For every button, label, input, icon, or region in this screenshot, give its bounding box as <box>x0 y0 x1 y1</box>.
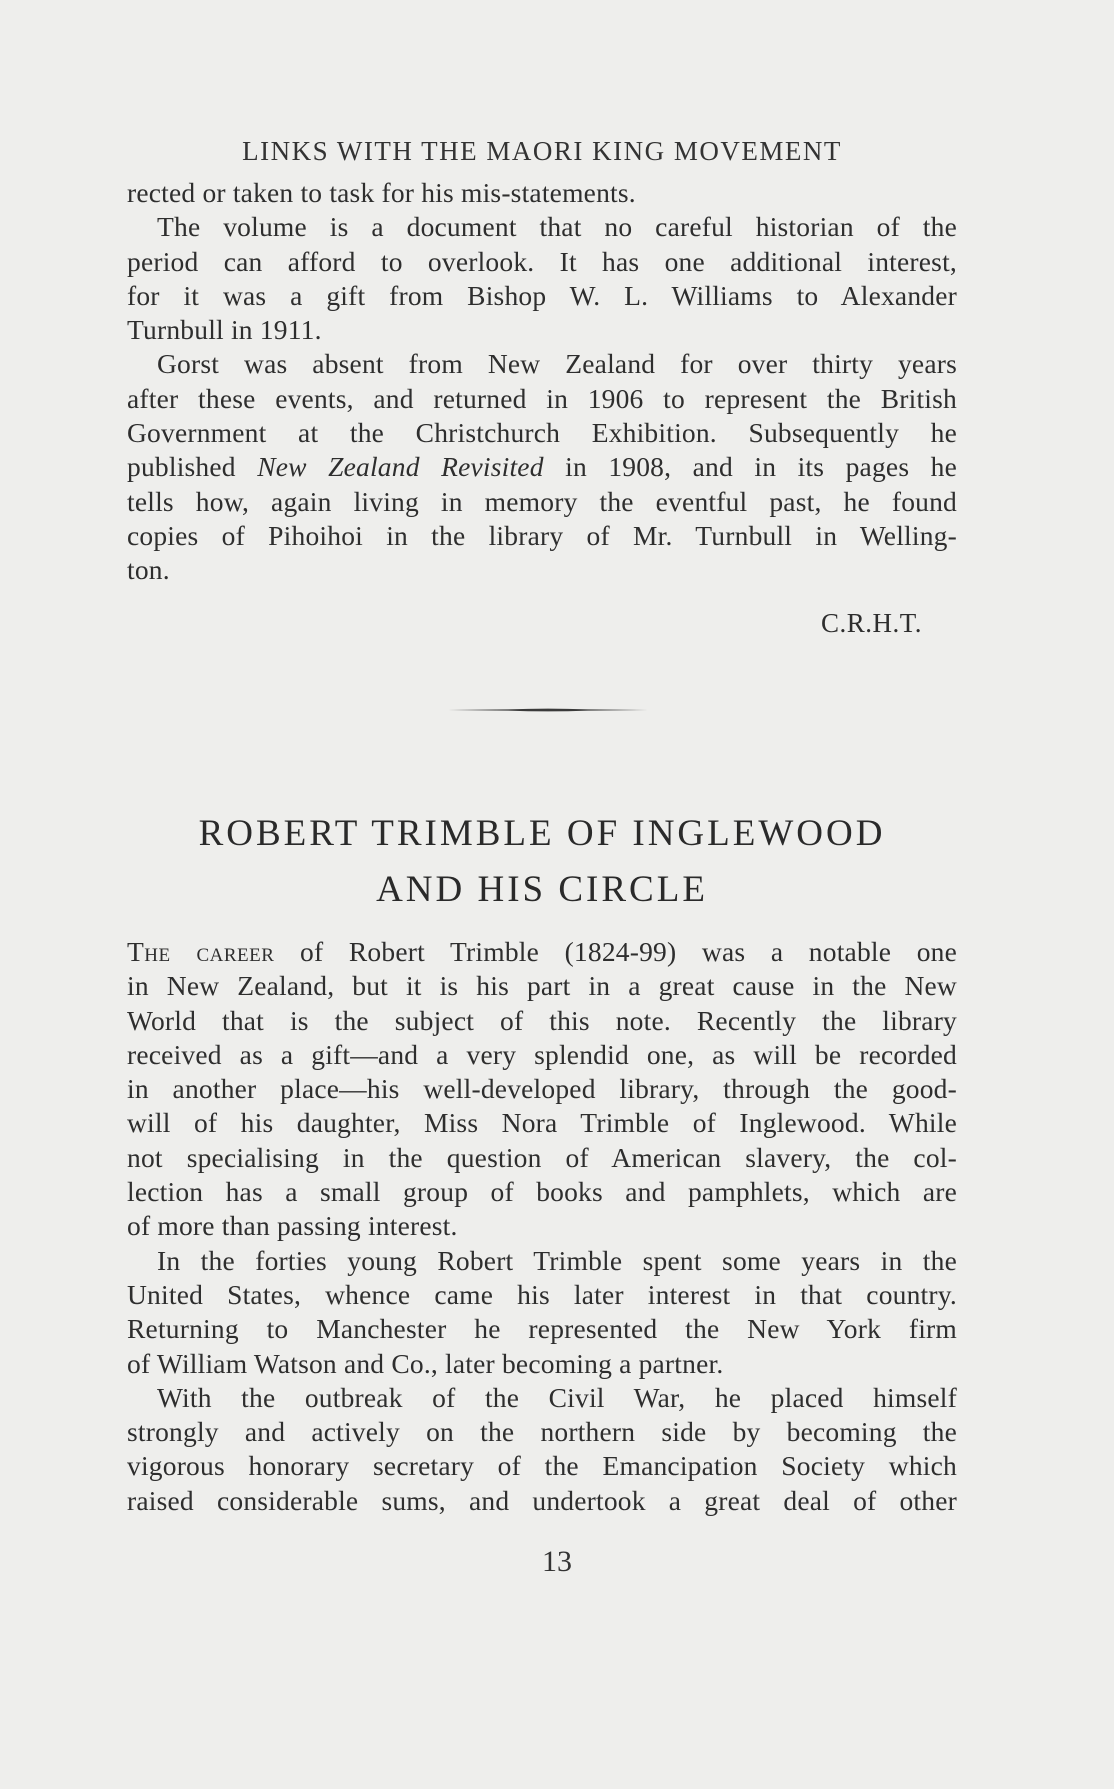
paragraph-gorst <box>127 347 957 587</box>
text-line: period can afford to overlook. It has one additional interest, <box>127 245 957 277</box>
paragraph-career <box>127 935 957 1244</box>
text-line: Turnbull in 1911. <box>127 314 322 346</box>
text-line-with-italic <box>127 450 957 484</box>
text-line: after these events, and returned in 1906 to represent the British <box>127 382 957 414</box>
article-title-line: ROBERT TRIMBLE OF INGLEWOOD <box>198 813 886 854</box>
text-line: lection has a small group of books and pamphlets, which are <box>127 1176 957 1208</box>
continued-article-text <box>127 176 957 588</box>
text-line: Returning to Manchester he represented the New York firm <box>127 1313 957 1345</box>
paragraph-civil-war <box>127 1381 957 1518</box>
article-title <box>127 806 957 918</box>
text-line: tells how, again living in memory the eventful past, he found <box>127 485 957 517</box>
text-line: received as a gift—and a very splendid one, as will be recorded <box>127 1038 957 1070</box>
text-line: not specialising in the question of American slavery, the col- <box>127 1141 957 1173</box>
text-line: strongly and actively on the northern side by becoming the <box>127 1416 957 1448</box>
text-line: for it was a gift from Bishop W. L. Williams to Alexander <box>127 279 957 311</box>
book-title-italic: New Zealand Revisited <box>257 451 544 483</box>
paragraph-volume <box>127 210 957 347</box>
article-title-line: AND HIS CIRCLE <box>376 869 708 910</box>
text-line: in New Zealand, but it is his part in a great cause in the New <box>127 970 957 1002</box>
text-fragment: published <box>127 451 236 483</box>
text-line: of more than passing interest. <box>127 1210 458 1242</box>
ornamental-divider <box>448 707 648 713</box>
text-fragment: in 1908, and in its pages he <box>565 451 958 483</box>
text-line: of William Watson and Co., later becoming a partner. <box>127 1347 724 1379</box>
text-line: raised considerable sums, and undertook a great deal of other <box>127 1484 957 1516</box>
text-line: In the forties young Robert Trimble spent some years in the <box>157 1244 957 1276</box>
text-line: World that is the subject of this note. Recently the library <box>127 1004 957 1036</box>
paragraph-forties <box>127 1244 957 1381</box>
text-line: The volume is a document that no careful historian of the <box>157 211 957 243</box>
text-line: United States, whence came his later interest in that country. <box>127 1278 957 1310</box>
paragraph-continuation <box>127 176 957 210</box>
text-line: ton. <box>127 554 170 586</box>
text-fragment: of Robert Trimble (1824-99) was a notable one <box>300 936 958 967</box>
running-head: LINKS WITH THE MAORI KING MOVEMENT <box>242 136 842 166</box>
text-line-opening <box>127 935 957 969</box>
page-number: 13 <box>542 1545 572 1578</box>
article-body <box>127 935 957 1518</box>
text-line: vigorous honorary secretary of the Emancipation Society which <box>127 1450 957 1482</box>
opening-smallcaps: The career <box>127 936 275 967</box>
text-line: rected or taken to task for his mis-statements. <box>127 177 636 208</box>
text-line: will of his daughter, Miss Nora Trimble of Inglewood. While <box>127 1107 957 1139</box>
text-line: copies of Pihoihoi in the library of Mr. Turnbull in Welling- <box>127 519 957 551</box>
text-line: Gorst was absent from New Zealand for over thirty years <box>157 348 957 380</box>
text-line: in another place—his well-developed library, through the good- <box>127 1073 957 1105</box>
text-line: With the outbreak of the Civil War, he placed himself <box>157 1381 957 1413</box>
author-initials: C.R.H.T. <box>820 608 922 638</box>
text-line: Government at the Christchurch Exhibition. Subsequently he <box>127 417 957 449</box>
